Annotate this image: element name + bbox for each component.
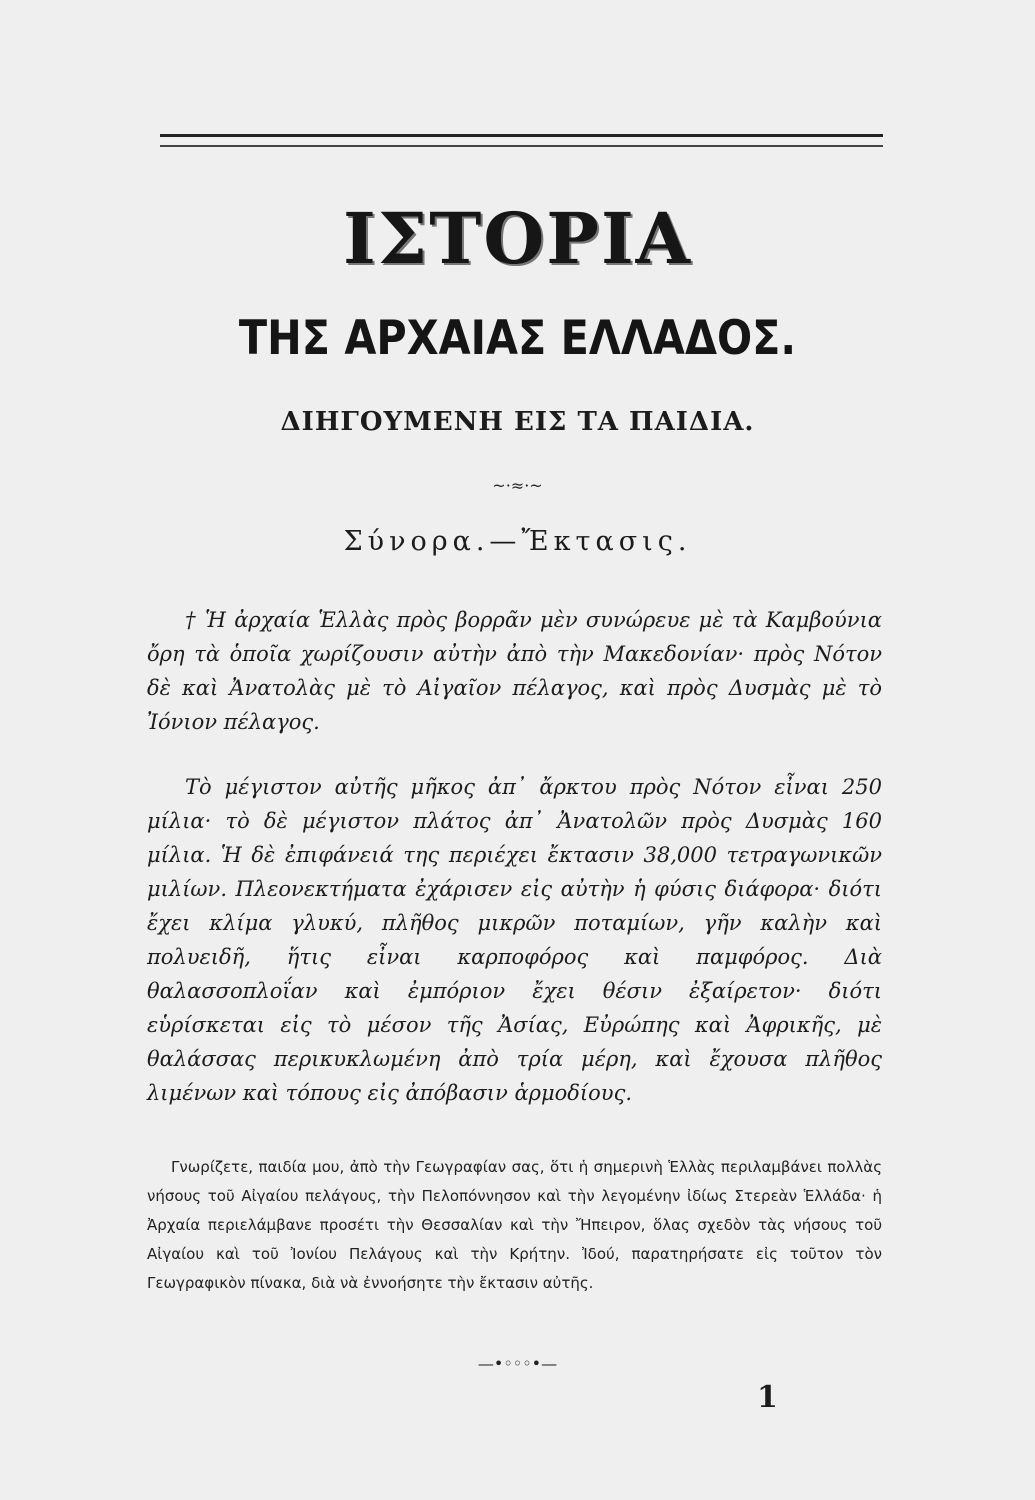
page-number: 1 [757,1380,778,1415]
footnote-paragraph: Γνωρίζετε, παιδία μου, ἀπὸ τὴν Γεωγραφίαν σας, ὅτι ἡ σημερινὴ Ἑλλὰς περιλαμβάνει πολλὰς νήσους τοῦ Αἰγαίου πελάγους, τὴν Πελοπόννησον καὶ τὴν λεγομένην ἰδίως Στερεὰν Ἑλλάδα· ἡ Ἀρχαία περιελάμβανε προσέτι τὴν Θεσσαλίαν καὶ τὴν Ἤπειρον, ὅλας σχεδὸν τὰς νήσους τοῦ Αἰγαίου καὶ τοῦ Ἰονίου Πελάγους καὶ τὴν Κρήτην. Ἰδού, παρατηρήσατε εἰς τοῦτον τὸν Γεωγραφικὸν πίνακα, διὰ νὰ ἐννοήσητε τὴν ἔκτασιν αὐτῆς. [147,1158,882,1292]
page-tagline: ΔΙΗΓΟΥΜΕΝΗ ΕΙΣ ΤΑ ΠΑΙΔΙΑ. [280,407,755,437]
body-paragraph-2: Τὸ μέγιστον αὐτῆς μῆκος ἀπ᾽ ἄρκτου πρὸς Νότον εἶναι 250 μίλια· τὸ δὲ μέγιστον πλάτος ἀπ᾽ Ἀνατολῶν πρὸς Δυσμὰς 160 μίλια. Ἡ δὲ ἐπιφάνειά της περιέχει ἔκτασιν 38,000 τετραγωνικῶν μιλίων. Πλεονεκτήματα ἐχάρισεν εἰς αὐτὴν ἡ φύσις διάφορα· διότι ἔχει κλίμα γλυκύ, πλῆθος μικρῶν ποταμίων, γῆν καλὴν καὶ πολυειδῆ, ἥτις εἶναι καρποφόρος καὶ παμφόρος. Διὰ θαλασσοπλοΐαν καὶ ἐμπόριον ἔχει θέσιν ἐξαίρετον· διότι εὑρίσκεται εἰς τὸ μέσον τῆς Ἀσίας, Εὐρώπης καὶ Ἀφρικῆς, μὲ θαλάσσας περικυκλωμένη ἀπὸ τρία μέρη, καὶ ἔχουσα πλῆθος λιμένων καὶ τόπους εἰς ἀπόβασιν ἁρμοδίους. [147,775,882,1105]
ornament-divider-top: ~·≈·~ [492,476,543,495]
top-double-rule [160,134,883,147]
page-title: ΙΣΤΟΡΙΑ [343,197,692,280]
section-heading: Σύνορα.—Ἔκτασις. [343,526,692,557]
ornament-divider-bottom: —•◦◦◦•— [477,1354,558,1373]
page-subtitle: ΤΗΣ ΑΡΧΑΙΑΣ ΕΛΛΑΔΟΣ. [238,311,797,366]
body-paragraph-1: † Ἡ ἀρχαία Ἑλλὰς πρὸς βορρᾶν μὲν συνώρευε μὲ τὰ Καμβούνια ὄρη τὰ ὁποῖα χωρίζουσιν αὐτὴν ἀπὸ τὴν Μακεδονίαν· πρὸς Νότον δὲ καὶ Ἀνατολὰς μὲ τὸ Αἰγαῖον πέλαγος, καὶ πρὸς Δυσμὰς μὲ τὸ Ἰόνιον πέλαγος. [147,608,882,734]
